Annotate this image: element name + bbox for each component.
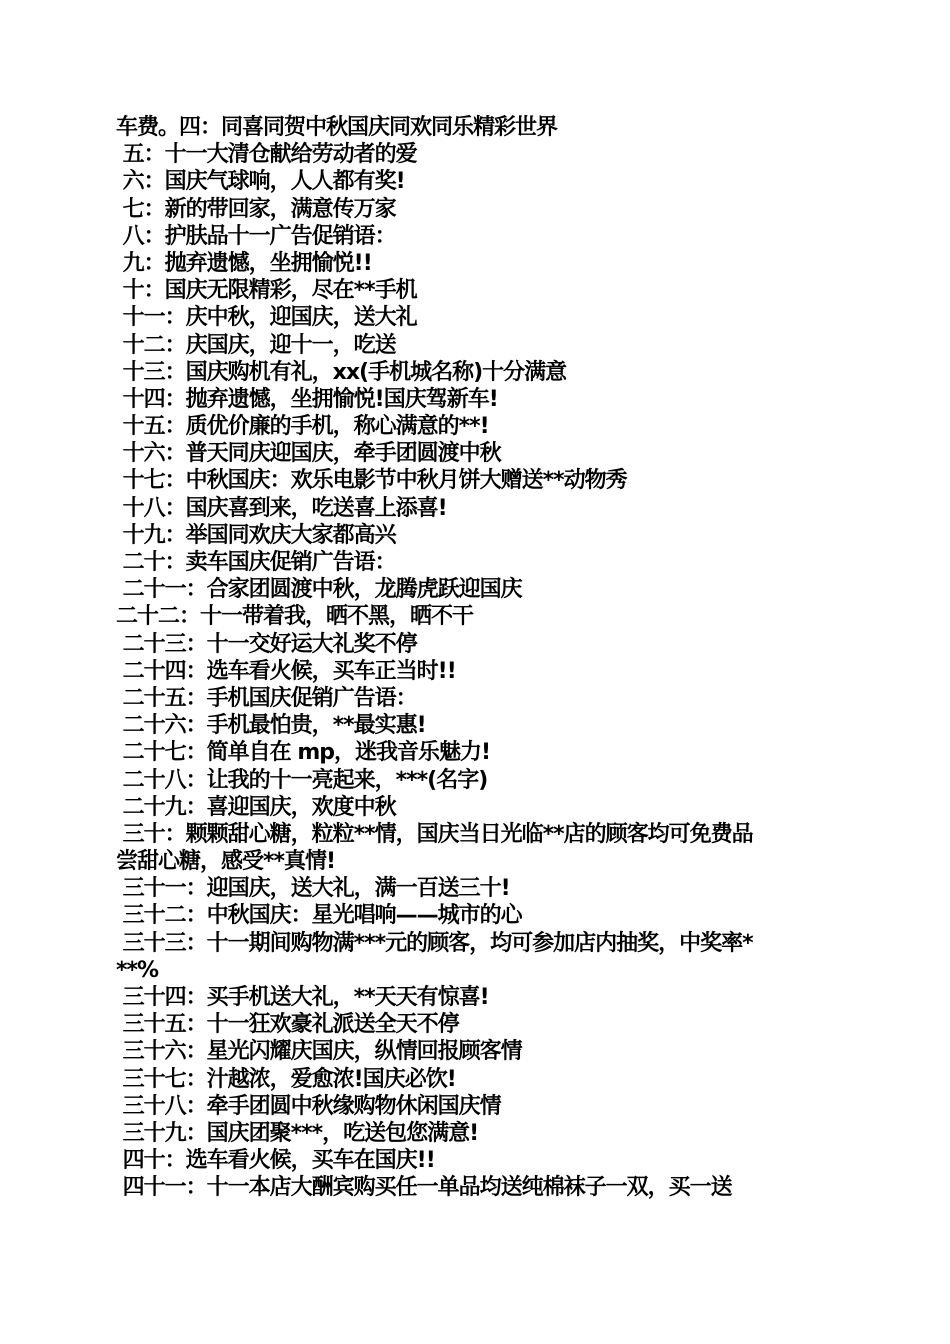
text-line: 四十：选车看火候，买车在国庆!!: [116, 1148, 435, 1174]
text-line: 六：国庆气球响，人人都有奖!: [116, 169, 405, 195]
text-line: 十八：国庆喜到来，吃送喜上添喜!: [116, 495, 447, 521]
text-line: 三十八：牵手团圆中秋缘购物休闲国庆情: [116, 1093, 501, 1119]
text-line: 十五：质优价廉的手机，称心满意的**!: [116, 414, 489, 440]
text-line: 二十七：简单自在 mp，迷我音乐魅力!: [116, 740, 491, 766]
text-line: 二十五：手机国庆促销广告语：: [116, 685, 417, 711]
text-line: 三十九：国庆团聚***，吃送包您满意!: [116, 1120, 479, 1146]
text-line: 三十二：中秋国庆：星光唱响——城市的心: [116, 903, 522, 929]
text-line: 二十八：让我的十一亮起来，***(名字): [116, 767, 488, 793]
text-line: 十九：举国同欢庆大家都高兴: [116, 522, 396, 548]
text-line: 十：国庆无限精彩，尽在**手机: [116, 278, 417, 304]
text-line: 二十四：选车看火候，买车正当时!!: [116, 658, 456, 684]
text-line: 三十四：买手机送大礼，**天天有惊喜!: [116, 985, 489, 1010]
text-line: 七：新的带回家，满意传万家: [116, 196, 396, 222]
text-line: 四十一：十一本店大酬宾购买任一单品均送纯棉袜子一双，买一送: [116, 1175, 732, 1201]
text-line: 二十六：手机最怕贵，**最实惠!: [116, 713, 426, 739]
document-body: [116, 114, 836, 1202]
text-line: 八：护肤品十一广告促销语：: [116, 223, 396, 249]
text-line: 二十三：十一交好运大礼奖不停: [116, 631, 417, 657]
text-line: 十一：庆中秋，迎国庆，送大礼: [116, 305, 417, 331]
text-line: 九：抛弃遗憾，坐拥愉悦!!: [116, 250, 372, 276]
text-line: 三十七：汁越浓，爱愈浓!国庆必饮!: [116, 1066, 456, 1092]
text-line: 尝甜心糖，感受**真情!: [116, 849, 336, 875]
text-line: 十三：国庆购机有礼，xx(手机城名称)十分满意: [116, 359, 567, 385]
text-line: 二十一：合家团圆渡中秋，龙腾虎跃迎国庆: [116, 577, 522, 603]
text-line: 十四：抛弃遗憾，坐拥愉悦!国庆驾新车!: [116, 386, 498, 412]
text-line: 三十：颗颗甜心糖，粒粒**情，国庆当日光临**店的顾客均可免费品: [116, 821, 753, 847]
text-line: 三十六：星光闪耀庆国庆，纵情回报顾客情: [116, 1039, 522, 1065]
text-line: 十七：中秋国庆：欢乐电影节中秋月饼大赠送**动物秀: [116, 468, 627, 494]
text-line: 车费。四：同喜同贺中秋国庆同欢同乐精彩世界: [116, 115, 558, 140]
text-line: 二十二：十一带着我，晒不黑，晒不干: [116, 604, 474, 630]
text-line: 十六：普天同庆迎国庆，牵手团圆渡中秋: [116, 441, 501, 467]
text-line: 二十：卖车国庆促销广告语：: [116, 550, 396, 575]
text-line: 二十九：喜迎国庆，欢度中秋: [116, 794, 396, 820]
text-line: **%: [116, 957, 159, 983]
text-line: 十二：庆国庆，迎十一，吃送: [116, 332, 396, 358]
text-line: 三十一：迎国庆，送大礼，满一百送三十!: [116, 876, 510, 902]
text-line: 五：十一大清仓献给劳动者的爱: [116, 142, 417, 168]
text-line: 三十三：十一期间购物满***元的顾客，均可参加店内抽奖，中奖率*: [116, 930, 753, 956]
text-line: 三十五：十一狂欢豪礼派送全天不停: [116, 1012, 459, 1038]
